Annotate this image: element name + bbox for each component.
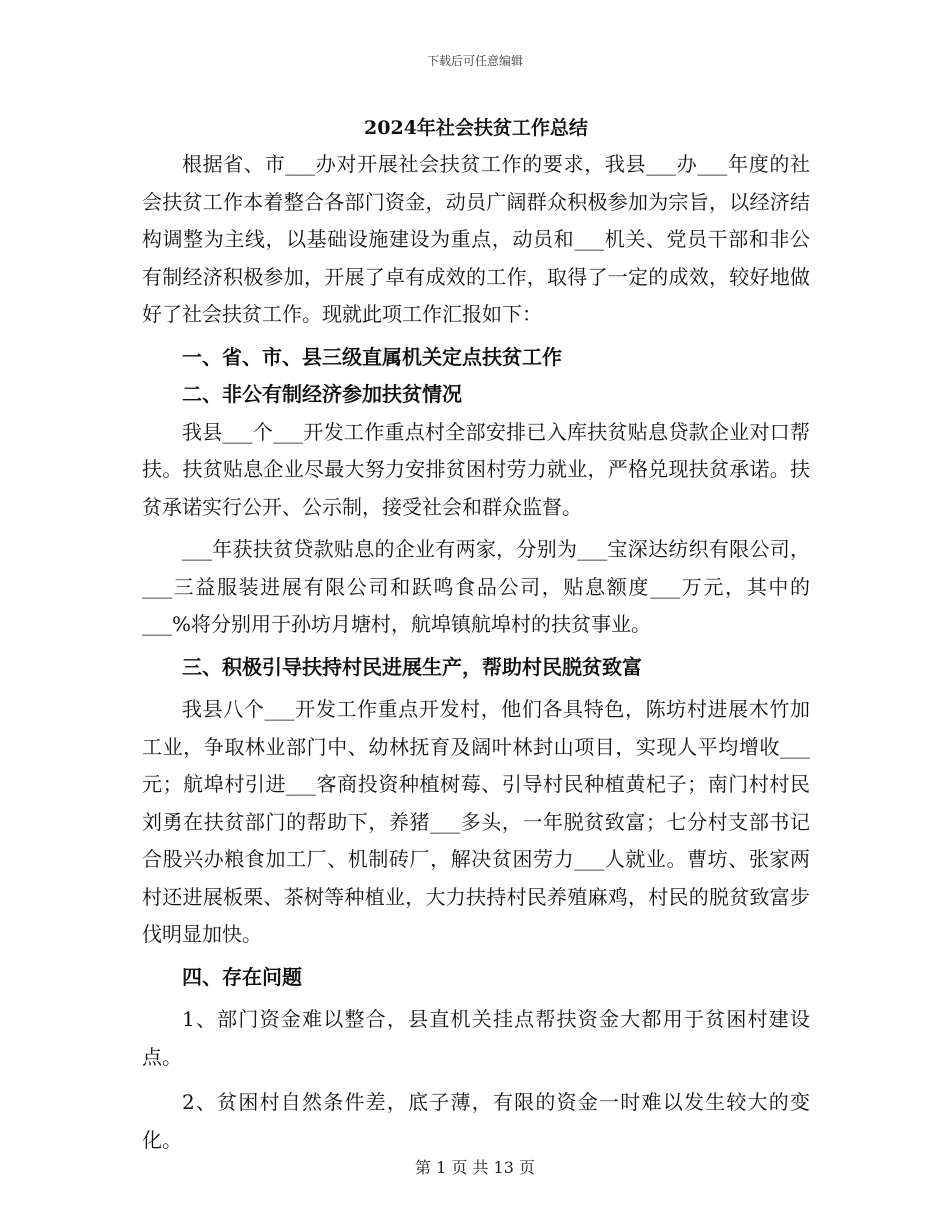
section-heading-2: 二、非公有制经济参加扶贫情况 [182,382,462,406]
page-number: 第 1 页 共 13 页 [415,1158,535,1177]
intro-paragraph: 根据省、市___办对开展社会扶贫工作的要求，我县___办___年度的社会扶贫工作本着整合各部门资金，动员广阔群众积极参加为宗旨，以经济结构调整为主线，以基础设施建设为重点，动员和___机关、党员干部和非公有制经济积极参加，开展了卓有成效的工作，取得了一定的成效，较好地做好了社会扶贫工作。现就此项工作汇报如下： [142,152,810,326]
section-2-paragraph-1: 我县___个___开发工作重点村全部安排已入库扶贫贴息贷款企业对口帮扶。扶贫贴息企业尽最大努力安排贫困村劳力就业，严格兑现扶贫承诺。扶贫承诺实行公开、公示制，接受社会和群众监督。 [142,419,810,519]
section-2-paragraph-2: ___年获扶贫贷款贴息的企业有两家，分别为___宝深达纺织有限公司，___三益服装进展有限公司和跃鸣食品公司，贴息额度___万元，其中的___%将分别用于孙坊月塘村，航埠镇航埠村的扶贫事业。 [142,537,810,636]
document-title: 2024年社会扶贫工作总结 [364,117,588,139]
section-heading-4: 四、存在问题 [182,964,302,989]
issue-item-1: 1、部门资金难以整合，县直机关挂点帮扶资金大都用于贫困村建设点。 [142,1007,810,1069]
section-heading-1: 一、省、市、县三级直属机关定点扶贫工作 [182,344,562,369]
section-3-paragraph: 我县八个___开发工作重点开发村，他们各具特色，陈坊村进展木竹加工业，争取林业部门中、幼林抚育及阔叶林封山项目，实现人平均增收___元；航埠村引进___客商投资种植树莓、引导村民种植黄杞子；南门村村民刘勇在扶贫部门的帮助下，养猪___多头，一年脱贫致富；七分村支部书记合股兴办粮食加工厂、机制砖厂，解决贫困劳力___人就业。曹坊、张家两村还进展板栗、茶树等种植业，大力扶持村民养殖麻鸡，村民的脱贫致富步伐明显加快。 [142,697,810,946]
issue-item-2: 2、贫困村自然条件差，底子薄，有限的资金一时难以发生较大的变化。 [142,1090,810,1152]
header-note: 下载后可任意编辑 [426,54,523,68]
section-heading-3: 三、积极引导扶持村民进展生产，帮助村民脱贫致富 [182,654,642,679]
document-body [142,112,810,1159]
